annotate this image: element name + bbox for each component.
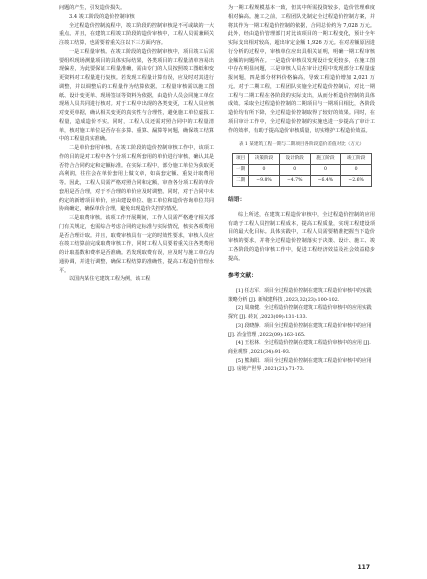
section-heading: 3.4 竣工阶段的造价控制审核 xyxy=(69,13,135,20)
table-header-cell: 施工阶段 xyxy=(310,154,341,165)
left-column xyxy=(59,4,214,284)
table-cell: −2.6% xyxy=(341,176,372,187)
table-header-cell: 竣工阶段 xyxy=(341,154,372,165)
table-row xyxy=(233,176,372,187)
reference-item: [2] 周康健．全过程造价控制在建筑工程造价审核中的应用实践探究 [J]. 砖瓦 ,2023(09):131-133. xyxy=(228,305,372,321)
table-cell: 0 xyxy=(249,165,280,176)
table-cell: 0 xyxy=(279,165,310,176)
table-cell: 0 xyxy=(341,165,372,176)
table-row xyxy=(233,165,372,176)
reference-item: [1] 任志军．项目全过程造价控制在建筑工程造价审核中的实践策略分析 [J]. 新城建科技 ,2023,32(23):100-102. xyxy=(228,288,372,303)
paragraph: 一是工程量审核。在竣工阶段的造价控制审核中，项目竣工后需要组织现场测量项目的具体实际结果，各类项目的工程量清单容易出现偏差，为此要保证工程量准确，需由专门的人员按照竣工图纸和变更资料对工程量进行复核。若发现工程量计算有误，应及时对其进行调整，并以调整后的工程量作为结算依据。工程量审核需以施工图纸、设计变更单、现场签证等资料为依据，由造价人员会同施工单位现场人员共同进行核对。对于工程中出现的各类变更，工程人员应核对变更单据，确认相关变更的真实性与合理性，避免施工单位虚报工程量，造成造价不实。同时，工程人员还需对照合同中的工程量清单，核对施工单位是否存在多算、重算、漏算等问题，确保竣工结算中的工程量真实准确。 xyxy=(59,48,214,143)
table-cell: 一期 xyxy=(233,165,249,176)
table-cell: 0 xyxy=(310,165,341,176)
references-title: 参考文献： xyxy=(228,273,257,280)
paragraph: 二是单价套用审核。在竣工阶段的造价控制审核工作中，该项工作的目的是对工程中各个分项工程所套用的单价进行审核，确认其是否符合合同约定和定额标准。在实际工程中，部分施工单位为获取更高利润，往往会在单价套用上做文章，如高套定额、重复计取费用等。因此，工程人员需严格对照合同和定额，审查各分项工程的单价套用是否合理，对于不合理的单价应及时调整。同时，对于合同中未约定的新增项目单价，应由建设单位、施工单位和造价咨询单位共同协商确定，确保单价合理，避免出现造价失控的情况。 xyxy=(59,145,214,213)
table-cell: 二期 xyxy=(233,176,249,187)
conclusion-title: 结语： xyxy=(228,197,246,203)
reference-item: [3] 段晓静．项目全过程造价控制在建筑工程造价审核中的应用 [J]. 冶金管理 ,2022(09):163-165. xyxy=(228,322,372,338)
reference-item: [5] 熊海阳．项目全过程造价控制在建筑工程造价审核中的应用 [J]. 房地产世界 ,2021(21):71-73. xyxy=(228,357,372,373)
table-header-cell: 项目 xyxy=(233,154,249,165)
data-table xyxy=(232,153,372,187)
paragraph: 全过程造价控制流程中，竣工阶段的控制审核是不可或缺的一大重点。并且，在建筑工程竣工阶段的造价审核中，工程人员需兼顾关注竣工结算，也需要着重关注以下三方面内容。 xyxy=(59,22,214,46)
conclusion-paragraph: 综上所述，在建筑工程造价审核中，全过程造价控制的应用有助于工程人员控制工程成本，提高工程质量，实现工程建设项目的最大化目标。具体实践中，工程人员需要精准把握当下造价审核的要求，并将全过程造价控制落实于决策、设计、施工、竣工各阶段的造价审核工作中，促进工程经济效益及社会效益稳步提高。 xyxy=(228,211,375,262)
paragraph: 问题的产生，引发造价损失。 xyxy=(59,5,126,11)
reference-item: [4] 王松林．全过程造价控制在建筑工程造价审核中的应用 [J]. 商业观察 ,2021(34):91-93. xyxy=(228,340,371,355)
table-cell: −6.4% xyxy=(310,176,341,187)
right-column xyxy=(228,4,375,374)
page-number: 117 xyxy=(357,564,370,571)
paragraph: 以国内某住宅建筑工程为例，该工程 xyxy=(69,276,151,283)
paragraph: 三是取费审核。该项工作开展期间，工作人员需严格遵守相关部门有关规定，也需综合考虑合同约定标准与实际情况，核实各项费用是否合理计取。并且，取费审核具有一定的时效性要求，审核人员应在竣工结算前完成取费审核工作，同时工程人员要着重关注各类费用的计取基数和费率是否准确。若发现取费有误，应及时与施工单位沟通协调，并进行调整，确保工程结算的准确性，提高工程造价管理水平。 xyxy=(59,215,214,274)
table-header-row xyxy=(233,154,372,165)
table-cell: −4.7% xyxy=(279,176,310,187)
paragraph: 为一期工程规模基本一致，但其中所需投资较多，造价管理难度相对偏高。施工之前，工程团队先制定全过程造价控制方案，并将其作为一期工程造价控制的依据，合同总价约为 7,028 万元。此外，经由造价管理部门对比该项目的一期工程变化，预计全年实际支出相对较高，超出审定金额 1,926 万元。在对差额原因进行分析的过程中，审核单位应出具相关证明，明确一期工程审核金额的问题所在。一是造价审核员发现设计变更较多，在施工图中存在明显问题，三是审核人员在审计过程中发现部分工程量虚报问题，四是部分材料价格偏高，导致工程造价增加 2,021 万元。对于二期工程，工程团队实施全过程造价控制后，对比一期工程与二期工程在各阶段的实际支出，从而分析造价控制的具体成效。采取全过程造价控制的二期项目与一期项目相比，各阶段造价均有所下降，全过程造价控制取得了较好的效果。同时，在项目审计工作中，全过程造价控制的实施也进一步提高了审计工作的效率，有助于提高造价审核质量，切实维护工程造价效益。 xyxy=(228,5,375,134)
table-cell: −9.8% xyxy=(249,176,280,187)
table-caption: 表 1 某建筑工程一期与二期项目各阶段造价差值对比（万元） xyxy=(238,142,365,148)
table-header-cell: 决策阶段 xyxy=(249,154,280,165)
table-header-cell: 设计阶段 xyxy=(279,154,310,165)
